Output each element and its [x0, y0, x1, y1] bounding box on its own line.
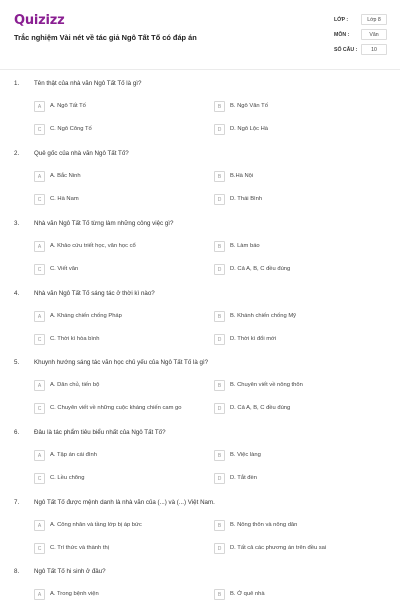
option-letter-badge: B: [214, 241, 225, 252]
question-text: Nhà văn Ngô Tất Tố sáng tác ở thời kì nào?: [34, 290, 155, 297]
option-text: C. Lều chõng: [50, 475, 85, 481]
option-text: C. Trí thức và thành thị: [50, 545, 109, 551]
question-number: 1.: [14, 80, 20, 87]
option-text: B.Hà Nội: [230, 173, 254, 179]
quiz-title: Trắc nghiệm Vài nét về tác giả Ngô Tất Tố có đáp án: [14, 33, 197, 42]
option-letter-badge: A: [34, 520, 45, 531]
meta-grade-value: Lớp 8: [361, 14, 387, 25]
option-letter-badge: C: [34, 403, 45, 414]
question-text: Ngô Tất Tố được mệnh danh là nhà văn của (...) và (...) Việt Nam.: [34, 499, 215, 506]
option-letter-badge: A: [34, 380, 45, 391]
option-letter-badge: D: [214, 194, 225, 205]
option-text: A. Công nhân và tầng lớp bị áp bức: [50, 522, 142, 528]
option-letter-badge: A: [34, 171, 45, 182]
meta-subject-value: Văn: [361, 29, 387, 40]
option-text: B. Chuyên viết về nông thôn: [230, 382, 303, 388]
option-text: A. Tập án cái đình: [50, 452, 97, 458]
option-text: A. Trong bệnh viện: [50, 591, 99, 597]
question-1: [0, 80, 400, 150]
meta-subject: [334, 29, 390, 42]
option-text: C. Viết văn: [50, 266, 79, 272]
option-letter-badge: D: [214, 403, 225, 414]
option-letter-badge: C: [34, 473, 45, 484]
option-text: C. Thời kì hòa bình: [50, 336, 100, 342]
option-text: D. Thời kì đổi mới: [230, 336, 277, 342]
option-text: B. Nông thôn và nông dân: [230, 522, 298, 528]
question-8: [0, 568, 400, 600]
question-2: [0, 150, 400, 220]
question-number: 2.: [14, 150, 20, 157]
worksheet-header: [0, 0, 400, 64]
option-letter-badge: C: [34, 124, 45, 135]
option-letter-badge: A: [34, 241, 45, 252]
option-text: A. Dân chủ, tiến bộ: [50, 382, 100, 388]
option-text: D. Ngô Lộc Hà: [230, 126, 269, 132]
option-text: D. Cả A, B, C đều đúng: [230, 405, 291, 411]
question-number: 7.: [14, 499, 20, 506]
question-text: Ngô Tất Tố hi sinh ở đâu?: [34, 568, 106, 575]
option-text: B. Khánh chiến chống Mỹ: [230, 313, 297, 319]
option-text: B. Việc làng: [230, 452, 261, 458]
option-text: D. Tất cả các phương án trên đều sai: [230, 545, 327, 551]
quizizz-logo: Quizizz: [14, 13, 65, 28]
option-text: A. Ngô Tất Tố: [50, 103, 86, 109]
option-letter-badge: C: [34, 264, 45, 275]
meta-subject-label: MÔN :: [334, 32, 350, 38]
option-letter-badge: A: [34, 589, 45, 600]
option-letter-badge: B: [214, 589, 225, 600]
option-letter-badge: D: [214, 264, 225, 275]
option-text: C. Ngô Công Tố: [50, 126, 92, 132]
option-text: B. Ở quê nhà: [230, 591, 265, 597]
question-3: [0, 220, 400, 290]
meta-count-label: SỐ CÂU :: [334, 47, 358, 53]
option-text: B. Làm báo: [230, 243, 260, 249]
question-text: Khuynh hướng sáng tác văn học chủ yếu của Ngô Tất Tố là gì?: [34, 359, 209, 366]
option-letter-badge: C: [34, 543, 45, 554]
option-text: D. Tắt đèn: [230, 475, 257, 481]
option-text: A. Bắc Ninh: [50, 173, 81, 179]
question-number: 6.: [14, 429, 20, 436]
meta-grade-label: LỚP :: [334, 17, 349, 23]
meta-count-value: 10: [361, 44, 387, 55]
option-letter-badge: D: [214, 334, 225, 345]
question-7: [0, 499, 400, 569]
question-5: [0, 359, 400, 429]
question-number: 5.: [14, 359, 20, 366]
option-text: D. Thái Bình: [230, 196, 263, 202]
option-letter-badge: A: [34, 101, 45, 112]
question-text: Quê gốc của nhà văn Ngô Tất Tố?: [34, 150, 129, 157]
option-text: B. Ngô Văn Tố: [230, 103, 268, 109]
option-letter-badge: B: [214, 101, 225, 112]
question-6: [0, 429, 400, 499]
meta-question-count: [334, 44, 390, 57]
meta-grade: [334, 14, 390, 27]
option-letter-badge: D: [214, 543, 225, 554]
option-letter-badge: B: [214, 380, 225, 391]
option-text: D. Cả A, B, C đều đúng: [230, 266, 291, 272]
option-letter-badge: D: [214, 473, 225, 484]
option-letter-badge: B: [214, 311, 225, 322]
option-letter-badge: A: [34, 450, 45, 461]
option-text: C. Chuyên viết về những cuộc kháng chiến cam go: [50, 405, 182, 411]
question-number: 8.: [14, 568, 20, 575]
option-text: A. Kháng chiến chống Pháp: [50, 313, 122, 319]
option-letter-badge: B: [214, 450, 225, 461]
question-number: 3.: [14, 220, 20, 227]
question-text: Đâu là tác phẩm tiêu biểu nhất của Ngô Tất Tố?: [34, 429, 166, 436]
option-text: C. Hà Nam: [50, 196, 79, 202]
option-letter-badge: C: [34, 334, 45, 345]
question-number: 4.: [14, 290, 20, 297]
option-letter-badge: D: [214, 124, 225, 135]
option-letter-badge: B: [214, 520, 225, 531]
question-text: Tên thật của nhà văn Ngô Tất Tố là gì?: [34, 80, 142, 87]
question-4: [0, 290, 400, 360]
question-text: Nhà văn Ngô Tất Tố từng làm những công việc gì?: [34, 220, 174, 227]
option-letter-badge: C: [34, 194, 45, 205]
option-letter-badge: A: [34, 311, 45, 322]
header-divider: [0, 69, 400, 70]
option-text: A. Khảo cứu triết học, văn học cổ: [50, 243, 136, 249]
option-letter-badge: B: [214, 171, 225, 182]
